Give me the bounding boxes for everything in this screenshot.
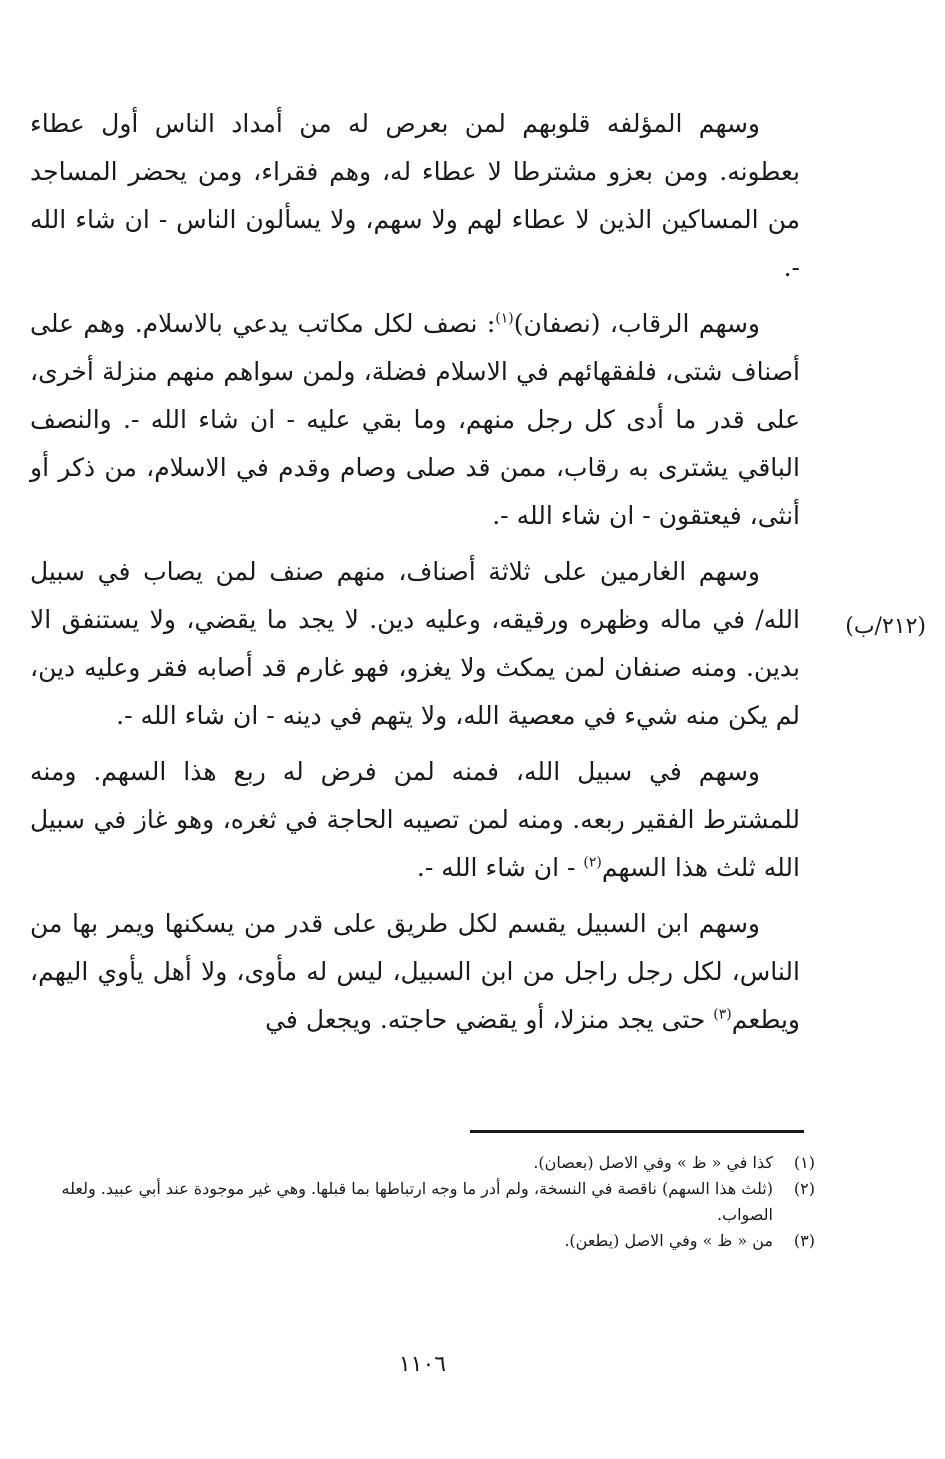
paragraph-text-part: - ان شاء الله -.	[416, 853, 584, 882]
footnote-item	[30, 1176, 815, 1228]
paragraph-text-part: وسهم في سبيل الله، فمنه لمن فرض له ربع هذا السهم. ومنه للمشترط الفقير ربعه. ومنه لمن تصيبه الحاجة في ثغره، وهو غاز في سبيل الله ثلث هذا السهم	[30, 757, 800, 882]
footnote-item	[30, 1150, 815, 1176]
paragraph-muallafa	[30, 100, 800, 292]
paragraph-gharimin	[30, 548, 800, 740]
footnote-ref-1[interactable]: (١)	[495, 310, 514, 327]
footnote-number: (٢)	[793, 1179, 815, 1198]
footnote-text: كذا في « ظ » وفي الاصل (بعصان).	[533, 1153, 773, 1172]
page-number: ١١٠٦	[398, 1352, 447, 1377]
footnote-text: من « ظ » وفي الاصل (يطعن).	[564, 1231, 773, 1250]
main-text	[30, 100, 800, 1044]
paragraph-text-part: وسهم الرقاب، (نصفان)	[513, 309, 760, 338]
footnote-text: (ثلث هذا السهم) ناقصة في النسخة، ولم أدر ما وجه ارتباطها بما قبلها. وهي غير موجودة عند أبي عبيد. ولعله الصواب.	[61, 1179, 773, 1224]
footnotes-section	[30, 1150, 815, 1254]
paragraph-text: وسهم الغارمين على ثلاثة أصناف، منهم صنف لمن يصاب في سبيل الله/ في ماله وظهره ورقيقه، وعليه دين. لا يجد ما يقضي، ولا يستنفق الا بدين. ومنه صنفان لمن يمكث ولا يغزو، فهو غارم قد أصابه فقر وعليه دين، لم يكن منه شيء في معصية الله، ولا يتهم في دينه - ان شاء الله -.	[30, 557, 800, 730]
footnote-number: (١)	[793, 1153, 815, 1172]
paragraph-text-part: وسهم ابن السبيل يقسم لكل طريق على قدر من يسكنها ويمر بها من الناس، لكل رجل راجل من ابن السبيل، ليس له مأوى، ولا أهل يأوي اليهم، ويطعم	[30, 909, 800, 1034]
footnote-separator	[470, 1130, 804, 1133]
paragraph-text: وسهم المؤلفه قلوبهم لمن بعرص له من أمداد الناس أول عطاء بعطونه. ومن بعزو مشترطا لا عطاء له، وهم فقراء، ومن يحضر المساجد من المساكين الذين لا عطاء لهم ولا سهم، ولا يسألون الناس - ان شاء الله -.	[30, 109, 800, 282]
paragraph-ibn-sabil	[30, 900, 800, 1044]
footnote-item	[30, 1228, 815, 1254]
footnote-ref-3[interactable]: (٣)	[713, 1006, 732, 1023]
paragraph-text-part: : نصف لكل مكاتب يدعي بالاسلام. وهم على أصناف شتى، فلفقهائهم في الاسلام فضلة، ولمن سواهم منهم منزلة أخرى، على قدر ما أدى كل رجل منهم، وما بقي عليه - ان شاء الله -. والنصف الباقي يشترى به رقاب، ممن قد صلى وصام وقدم في الاسلام، من ذكر أو أنثى، فيعتقون - ان شاء الله -.	[30, 309, 800, 530]
footnote-ref-2[interactable]: (٢)	[583, 854, 602, 871]
manuscript-folio-note: (٢١٢/ب)	[845, 614, 926, 639]
footnote-number: (٣)	[793, 1231, 815, 1250]
paragraph-riqab	[30, 300, 800, 540]
paragraph-text-part: حتى يجد منزلا، أو يقضي حاجته. ويجعل في	[265, 1005, 714, 1034]
paragraph-sabil-allah	[30, 748, 800, 892]
